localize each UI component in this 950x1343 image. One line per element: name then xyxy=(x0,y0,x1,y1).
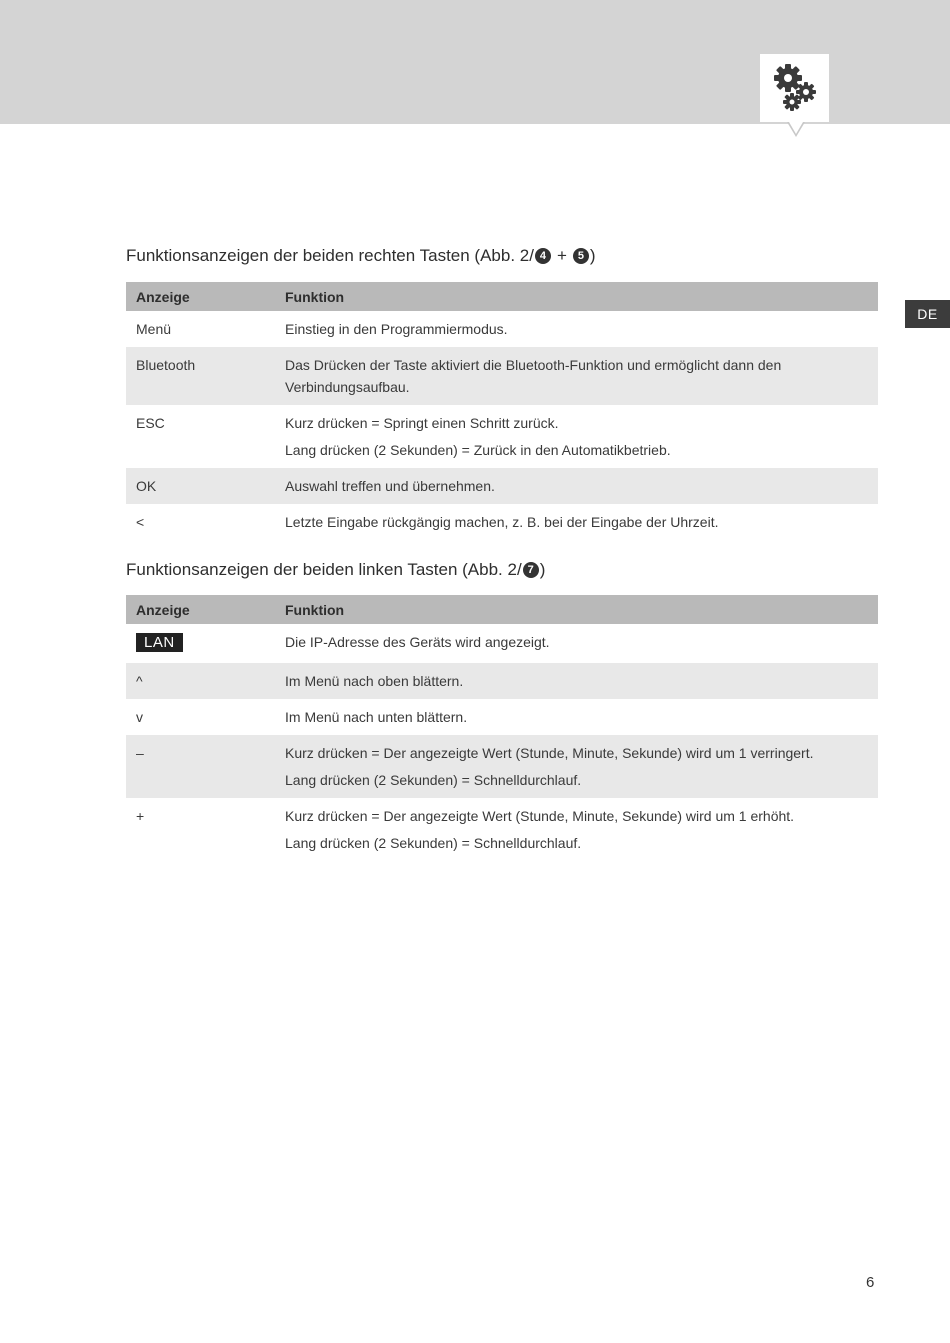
anzeige-cell: OK xyxy=(126,468,275,504)
section-title-left-keys xyxy=(126,560,545,580)
funktion-cell xyxy=(275,468,878,504)
page-number: 6 xyxy=(866,1274,875,1291)
funktion-text: Lang drücken (2 Sekunden) = Schnelldurchlauf. xyxy=(285,772,582,788)
funktion-text: Kurz drücken = Springt einen Schritt zurück. xyxy=(285,415,559,431)
funktion-text: Das Drücken der Taste aktiviert die Bluetooth-Funktion und ermöglicht dann den Verbindungsaufbau. xyxy=(285,357,782,395)
anzeige-cell xyxy=(126,624,275,663)
anzeige-cell: + xyxy=(136,808,145,824)
funktion-text: Lang drücken (2 Sekunden) = Schnelldurchlauf. xyxy=(285,835,582,851)
anzeige-cell: ESC xyxy=(136,415,165,431)
table-row xyxy=(126,735,878,798)
funktion-cell xyxy=(275,663,878,699)
funktion-text: Kurz drücken = Der angezeigte Wert (Stunde, Minute, Sekunde) wird um 1 erhöht. xyxy=(285,808,795,824)
section-title-text: Funktionsanzeigen der beiden rechten Tasten (Abb. 2/ xyxy=(126,246,534,265)
lan-display-label: LAN xyxy=(136,633,183,652)
figure-ref-badge: 7 xyxy=(523,562,539,578)
table-header-row xyxy=(126,595,878,624)
figure-ref-badge: 5 xyxy=(573,248,589,264)
funktion-cell xyxy=(275,504,878,540)
column-header-anzeige: Anzeige xyxy=(126,595,275,624)
anzeige-cell: ^ xyxy=(126,663,275,699)
column-header-funktion: Funktion xyxy=(275,282,878,311)
anzeige-cell: v xyxy=(136,709,143,725)
table-row xyxy=(126,311,878,347)
funktion-cell xyxy=(275,699,878,735)
anzeige-cell: < xyxy=(136,514,145,530)
badge-pointer-inner xyxy=(789,122,803,134)
funktion-text: Letzte Eingabe rückgängig machen, z. B. bei der Eingabe der Uhrzeit. xyxy=(285,514,719,530)
funktion-cell xyxy=(275,347,878,405)
function-table-left-keys xyxy=(126,595,878,861)
table-row xyxy=(126,504,878,540)
table-row xyxy=(126,468,878,504)
funktion-cell xyxy=(275,311,878,347)
table-header-row xyxy=(126,282,878,311)
column-header-funktion: Funktion xyxy=(275,595,878,624)
funktion-cell xyxy=(275,735,878,798)
figure-ref-separator: + xyxy=(556,246,567,265)
gears-icon xyxy=(760,54,829,122)
table-row xyxy=(126,699,878,735)
table-row xyxy=(126,663,878,699)
funktion-text: Lang drücken (2 Sekunden) = Zurück in den Automatikbetrieb. xyxy=(285,442,671,458)
figure-ref-badge: 4 xyxy=(535,248,551,264)
funktion-cell xyxy=(275,798,878,861)
section-title-text: Funktionsanzeigen der beiden linken Tasten (Abb. 2/ xyxy=(126,560,522,579)
section-title-suffix: ) xyxy=(589,246,596,265)
column-header-anzeige: Anzeige xyxy=(126,282,275,311)
table-row xyxy=(126,798,878,861)
section-title-suffix: ) xyxy=(539,560,546,579)
funktion-text: Die IP-Adresse des Geräts wird angezeigt. xyxy=(285,634,550,650)
funktion-text: Im Menü nach oben blättern. xyxy=(285,673,464,689)
anzeige-cell: Bluetooth xyxy=(126,347,275,405)
anzeige-cell: – xyxy=(126,735,275,798)
funktion-cell xyxy=(275,624,878,663)
table-row xyxy=(126,347,878,405)
function-table-right-keys xyxy=(126,282,878,540)
language-tab: DE xyxy=(905,300,950,328)
table-row xyxy=(126,624,878,663)
funktion-text: Im Menü nach unten blättern. xyxy=(285,709,468,725)
funktion-text: Kurz drücken = Der angezeigte Wert (Stunde, Minute, Sekunde) wird um 1 verringert. xyxy=(285,745,814,761)
section-title-right-keys xyxy=(126,246,596,266)
funktion-text: Auswahl treffen und übernehmen. xyxy=(285,478,495,494)
funktion-cell xyxy=(275,405,878,468)
table-row xyxy=(126,405,878,468)
funktion-text: Einstieg in den Programmiermodus. xyxy=(285,321,508,337)
anzeige-cell: Menü xyxy=(136,321,172,337)
